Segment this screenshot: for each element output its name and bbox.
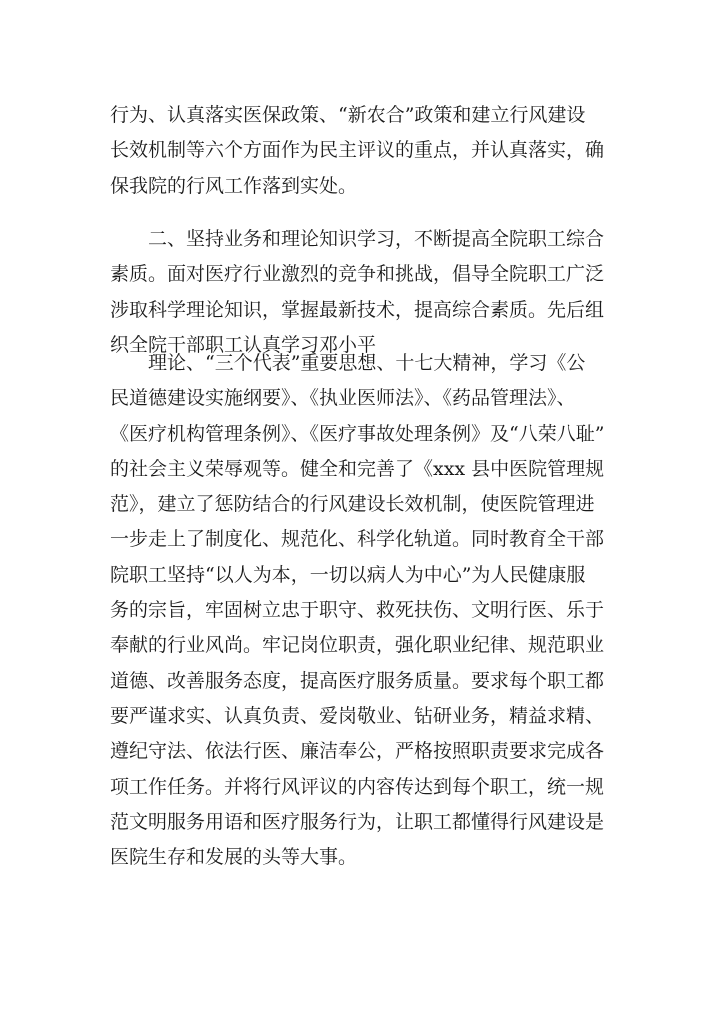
text-line: 范文明服务用语和医疗服务行为，让职工都懂得行风建设是	[110, 810, 605, 833]
text-line: 一步走上了制度化、规范化、科学化轨道。同时教育全干部	[110, 528, 605, 551]
text-line: 二、坚持业务和理论知识学习，不断提高全院职工综合	[148, 228, 605, 250]
text-line: 民道德建设实施纲要》、《执业医师法》、《药品管理法》、	[110, 387, 576, 410]
text-line: 范》，建立了惩防结合的行风建设长效机制，使医院管理进	[110, 493, 595, 516]
text-line: 遵纪守法、依法行医、廉洁奉公，严格按照职责要求完成各	[110, 740, 605, 763]
text-line: 长效机制等六个方面作为民主评议的重点，并认真落实，确	[110, 139, 605, 162]
text-line: 行为、认真落实医保政策、“新农合”政策和建立行风建设	[110, 104, 586, 126]
text-line: 道德、改善服务态度，提高医疗服务质量。要求每个职工都	[110, 669, 605, 692]
paragraph-continued	[110, 98, 610, 204]
text-line: 院职工坚持“以人为本，一切以病人为中心”为人民健康服	[110, 563, 586, 586]
text-line: 涉取科学理论知识，掌握最新技术，提高综合素质。先后组	[110, 298, 605, 321]
text-line: 《医疗机构管理条例》、《医疗事故处理条例》及“八荣八耻”	[110, 422, 605, 445]
text-line: 素质。面对医疗行业激烈的竞争和挑战，倡导全院职工广泛	[110, 263, 605, 286]
text-line: 织全院干部职工认真学习邓小平	[110, 333, 377, 356]
paragraph-section-two	[110, 222, 610, 363]
paragraph-theory	[110, 346, 610, 875]
text-line: 务的宗旨，牢固树立忠于职守、救死扶伤、文明行医、乐于	[110, 599, 605, 622]
text-line: 理论、“三个代表”重要思想、十七大精神，学习《公	[148, 352, 586, 374]
text-line: 的社会主义荣辱观等。健全和完善了《xxx 县中医院管理规	[110, 457, 605, 480]
text-line: 要严谨求实、认真负责、爱岗敬业、钻研业务，精益求精、	[110, 704, 605, 727]
text-line: 奉献的行业风尚。牢记岗位职责，强化职业纪律、规范职业	[110, 634, 605, 657]
text-line: 项工作任务。并将行风评议的内容传达到每个职工，统一规	[110, 775, 605, 798]
text-line: 保我院的行风工作落到实处。	[110, 174, 358, 197]
text-line: 医院生存和发展的头等大事。	[110, 846, 358, 869]
